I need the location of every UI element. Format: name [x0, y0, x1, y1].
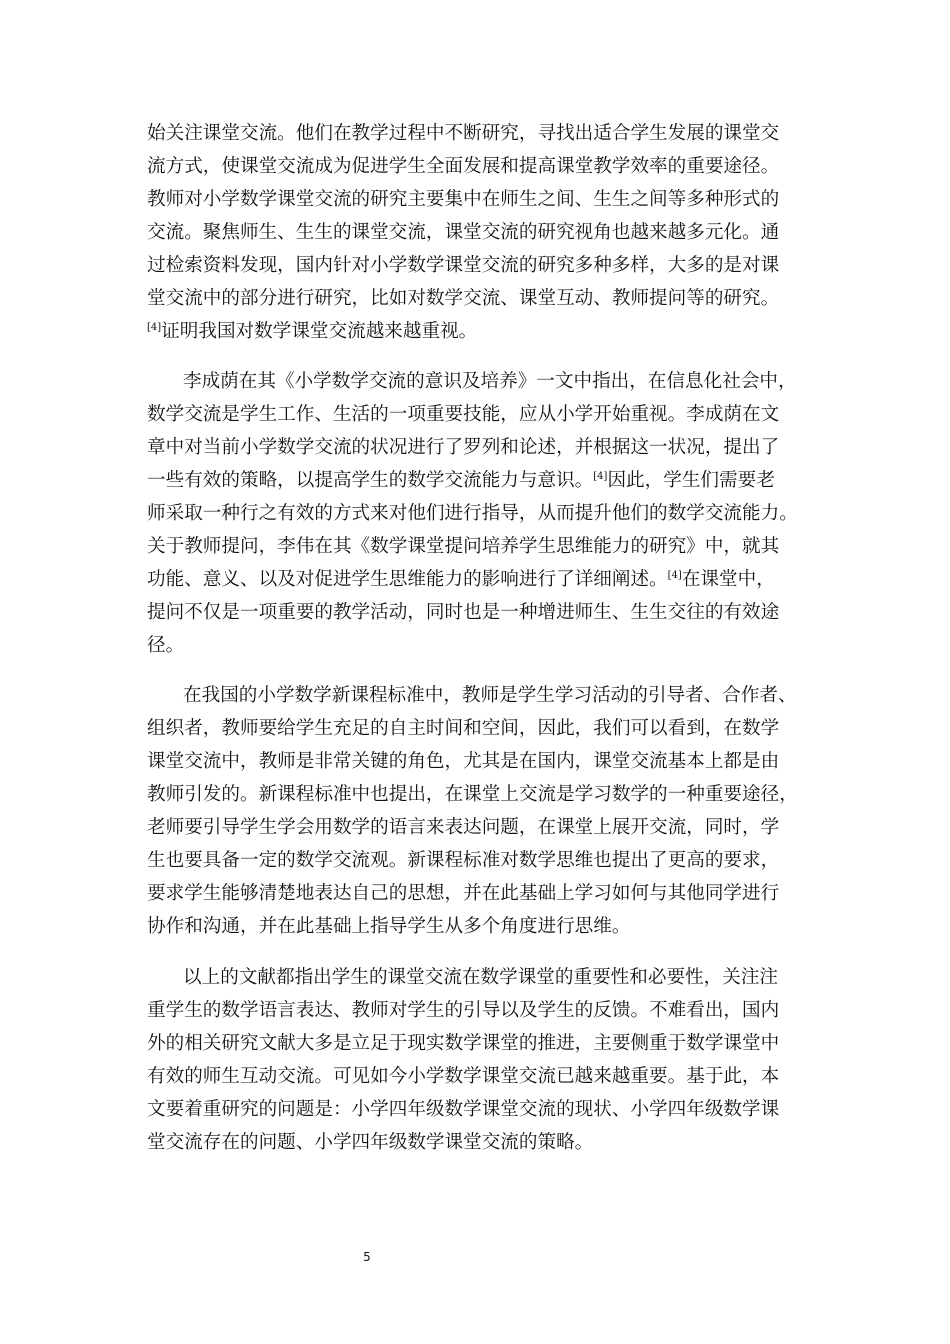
text-line: 外的相关研究文献大多是立足于现实数学课堂的推进，主要侧重于数学课堂中	[147, 1033, 780, 1054]
text-segment: 因此，学生们需要老	[607, 470, 775, 491]
text-line: 老师要引导学生学会用数学的语言来表达问题，在课堂上展开交流，同时，学	[147, 817, 780, 838]
text-line: 在我国的小学数学新课程标准中，教师是学生学习活动的引导者、合作者、	[183, 685, 797, 706]
text-line: 生也要具备一定的数学交流观。新课程标准对数学思维也提出了更高的要求，	[147, 850, 780, 871]
text-segment: 在课堂中，	[681, 569, 775, 590]
text-line: 文要着重研究的问题是：小学四年级数学课堂交流的现状、小学四年级数学课	[147, 1099, 780, 1120]
text-line	[147, 469, 811, 493]
text-line: 有效的师生互动交流。可见如今小学数学课堂交流已越来越重要。基于此，本	[147, 1066, 780, 1087]
page-number: 5	[363, 1250, 371, 1264]
text-line: 流方式，使课堂交流成为促进学生全面发展和提高课堂教学效率的重要途径。	[147, 156, 780, 177]
text-line: 师采取一种行之有效的方式来对他们进行指导，从而提升他们的数学交流能力。	[147, 503, 798, 524]
text-line: 要求学生能够清楚地表达自己的思想，并在此基础上学习如何与其他同学进行	[147, 883, 780, 904]
text-line: 组织者，教师要给学生充足的自主时间和空间，因此，我们可以看到，在数学	[147, 718, 780, 739]
citation-marker: [4]	[593, 471, 608, 482]
text-line: 交流。聚焦师生、生生的课堂交流，课堂交流的研究视角也越来越多元化。通	[147, 222, 780, 243]
text-segment: 证明我国对数学课堂交流越来越重视。	[161, 321, 478, 342]
text-line: 协作和沟通，并在此基础上指导学生从多个角度进行思维。	[147, 916, 631, 937]
citation-marker: [4]	[147, 322, 162, 333]
text-line: 提问不仅是一项重要的教学活动，同时也是一种增进师生、生生交往的有效途	[147, 602, 780, 623]
text-segment: 一些有效的策略，以提高学生的数学交流能力与意识。	[147, 470, 594, 491]
text-line: 李成荫在其《小学数学交流的意识及培养》一文中指出，在信息化社会中，	[183, 371, 797, 392]
text-line: 章中对当前小学数学交流的状况进行了罗列和论述，并根据这一状况，提出了	[147, 437, 780, 458]
text-line: 数学交流是学生工作、生活的一项重要技能，应从小学开始重视。李成荫在文	[147, 404, 780, 425]
text-line: 径。	[147, 635, 185, 656]
text-segment: 功能、意义、以及对促进学生思维能力的影响进行了详细阐述。	[147, 569, 668, 590]
text-line: 过检索资料发现，国内针对小学数学课堂交流的研究多种多样，大多的是对课	[147, 255, 780, 276]
text-line: 关于教师提问，李伟在其《数学课堂提问培养学生思维能力的研究》中，就其	[147, 536, 780, 557]
text-line: 教师引发的。新课程标准中也提出，在课堂上交流是学习数学的一种重要途径，	[147, 784, 798, 805]
text-line: 堂交流存在的问题、小学四年级数学课堂交流的策略。	[147, 1132, 594, 1153]
text-line: 教师对小学数学课堂交流的研究主要集中在师生之间、生生之间等多种形式的	[147, 189, 780, 210]
text-line: 以上的文献都指出学生的课堂交流在数学课堂的重要性和必要性，关注注	[183, 967, 779, 988]
text-line	[147, 320, 811, 344]
text-line: 重学生的数学语言表达、教师对学生的引导以及学生的反馈。不难看出，国内	[147, 1000, 780, 1021]
text-line: 始关注课堂交流。他们在教学过程中不断研究，寻找出适合学生发展的课堂交	[147, 123, 780, 144]
citation-marker: [4]	[667, 570, 682, 581]
text-line: 课堂交流中，教师是非常关键的角色，尤其是在国内，课堂交流基本上都是由	[147, 751, 780, 772]
text-line	[147, 568, 811, 592]
text-line: 堂交流中的部分进行研究，比如对数学交流、课堂互动、教师提问等的研究。	[147, 288, 780, 309]
